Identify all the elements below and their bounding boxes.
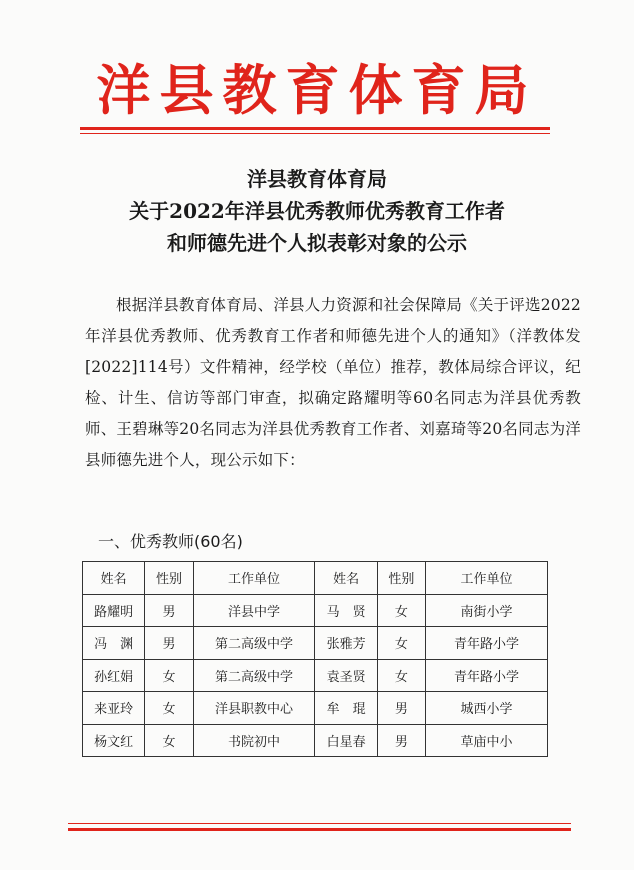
table-row — [83, 594, 548, 627]
letterhead-title: 洋县教育体育局 — [96, 58, 538, 122]
roster-table — [82, 561, 548, 757]
cell-name: 孙红娟 — [83, 659, 145, 692]
cell-name: 牟 琨 — [315, 692, 377, 725]
cell-name: 冯 渊 — [83, 627, 145, 660]
cell-gender: 女 — [377, 659, 425, 692]
section-heading: 一、优秀教师(60名) — [98, 532, 243, 551]
cell-unit: 第二高级中学 — [193, 627, 315, 660]
cell-name: 杨文红 — [83, 724, 145, 757]
cell-unit: 城西小学 — [426, 692, 548, 725]
cell-name: 来亚玲 — [83, 692, 145, 725]
table-row — [83, 724, 548, 757]
cell-gender: 男 — [145, 594, 193, 627]
header-name: 姓名 — [83, 562, 145, 595]
header-rule-thick — [80, 127, 550, 130]
cell-unit: 洋县职教中心 — [193, 692, 315, 725]
cell-name: 张雅芳 — [315, 627, 377, 660]
cell-gender: 女 — [145, 659, 193, 692]
title-line-3: 和师德先进个人拟表彰对象的公示 — [167, 231, 467, 255]
header-unit: 工作单位 — [426, 562, 548, 595]
body-paragraph: 根据洋县教育体育局、洋县人力资源和社会保障局《关于评选2022年洋县优秀教师、优秀教育工作者和师德先进个人的通知》（洋教体发[2022]114号）文件精神，经学校（单位）推荐，教体局综合评议，纪检、计生、信访等部门审查，拟确定路耀明等60名同志为洋县优秀教师、王碧琳等20名同志为洋县优秀教育工作者、刘嘉琦等20名同志为洋县师德先进个人，现公示如下： — [85, 296, 581, 469]
cell-gender: 女 — [145, 724, 193, 757]
title-line-1: 洋县教育体育局 — [247, 167, 387, 191]
cell-unit: 第二高级中学 — [193, 659, 315, 692]
document-title — [0, 163, 634, 259]
cell-gender: 女 — [145, 692, 193, 725]
cell-unit: 青年路小学 — [426, 659, 548, 692]
header-unit: 工作单位 — [193, 562, 315, 595]
header-gender: 性别 — [145, 562, 193, 595]
header-name: 姓名 — [315, 562, 377, 595]
footer-rule-thick — [68, 828, 571, 831]
table-row — [83, 627, 548, 660]
cell-unit: 青年路小学 — [426, 627, 548, 660]
cell-name: 白星春 — [315, 724, 377, 757]
header-gender: 性别 — [377, 562, 425, 595]
cell-name: 袁圣贤 — [315, 659, 377, 692]
cell-gender: 男 — [377, 724, 425, 757]
cell-name: 马 贤 — [315, 594, 377, 627]
title-line-2: 关于2022年洋县优秀教师优秀教育工作者 — [129, 199, 505, 223]
table-row — [83, 659, 548, 692]
footer-rule-thin — [68, 823, 571, 824]
cell-unit: 书院初中 — [193, 724, 315, 757]
cell-gender: 男 — [377, 692, 425, 725]
cell-gender: 女 — [377, 594, 425, 627]
table-header-row — [83, 562, 548, 595]
cell-unit: 洋县中学 — [193, 594, 315, 627]
cell-gender: 女 — [377, 627, 425, 660]
cell-name: 路耀明 — [83, 594, 145, 627]
cell-unit: 草庙中小 — [426, 724, 548, 757]
table-row — [83, 692, 548, 725]
header-rule-thin — [80, 133, 550, 134]
cell-unit: 南街小学 — [426, 594, 548, 627]
cell-gender: 男 — [145, 627, 193, 660]
